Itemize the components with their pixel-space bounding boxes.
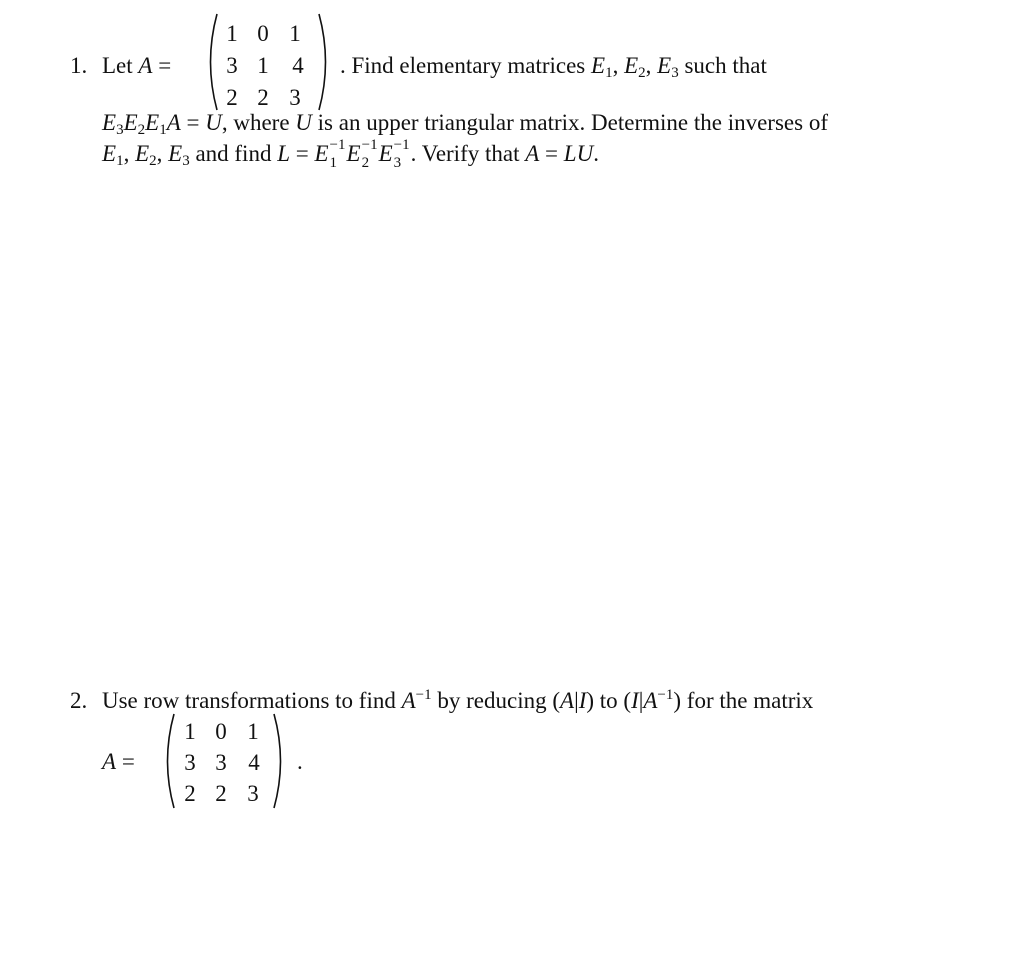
superscript: −1 <box>415 687 432 703</box>
e-symbol: E <box>624 53 639 78</box>
subscript: 3 <box>182 153 190 169</box>
left-paren-icon <box>157 712 177 810</box>
superscript: −1 <box>329 137 346 153</box>
e-symbol: E <box>314 141 329 166</box>
matrix-cell: 0 <box>215 719 227 744</box>
find-text: . Find elementary matrices <box>340 53 586 78</box>
e-symbol: E <box>135 141 150 166</box>
e-symbol: E <box>346 141 361 166</box>
subscript: 2 <box>638 65 646 81</box>
matrix-cell: 2 <box>215 781 227 806</box>
left-paren-icon <box>200 12 220 112</box>
e3e2e1a-equation-line <box>102 110 828 138</box>
subscript: 1 <box>329 155 338 171</box>
right-paren-icon <box>316 12 336 112</box>
u-symbol: U <box>295 110 312 135</box>
i-symbol: I <box>578 688 587 713</box>
upper-triangular-text: is an upper triangular matrix. Determine the inverses of <box>317 110 828 135</box>
a-symbol: A <box>643 688 658 713</box>
matrix-lhs <box>102 750 135 773</box>
comma: , <box>645 53 652 78</box>
e-symbol: E <box>657 53 672 78</box>
matrix-a-problem-2 <box>157 712 297 810</box>
subscript: 3 <box>116 122 124 138</box>
inverse-script <box>393 137 411 171</box>
u-symbol: U <box>205 110 222 135</box>
e-symbol: E <box>168 141 183 166</box>
where-text: , where <box>221 110 290 135</box>
matrix-cell: 1 <box>257 53 269 78</box>
matrix-cell: 2 <box>184 781 196 806</box>
subscript: 3 <box>671 65 679 81</box>
subscript: 1 <box>116 153 124 169</box>
e-symbol: E <box>145 110 160 135</box>
subscript: 2 <box>361 155 370 171</box>
l-symbol: L <box>277 141 290 166</box>
let-word: Let <box>102 53 133 78</box>
matrix-cell: 4 <box>248 750 260 775</box>
e-symbol: E <box>102 110 117 135</box>
matrix-cell: 1 <box>247 719 259 744</box>
use-row-text: Use row transformations to find <box>102 688 396 713</box>
matrix-cell: 3 <box>215 750 227 775</box>
matrix-cell: 2 <box>257 85 269 110</box>
matrix-cell: 2 <box>226 85 238 110</box>
subscript: 1 <box>159 122 167 138</box>
matrix-cell: 3 <box>226 53 238 78</box>
e-symbol: E <box>102 141 117 166</box>
for-the-matrix-text: ) for the matrix <box>673 688 814 713</box>
comma: , <box>612 53 619 78</box>
inverse-script <box>329 137 347 171</box>
matrix-cell: 1 <box>184 719 196 744</box>
a-symbol: A <box>525 141 540 166</box>
period: . <box>593 141 599 166</box>
inverses-line <box>102 137 599 171</box>
such-that-text: such that <box>684 53 767 78</box>
inverse-script <box>361 137 379 171</box>
and-find-text: and find <box>195 141 272 166</box>
by-reducing-text: by reducing ( <box>437 688 561 713</box>
bar: | <box>574 688 579 713</box>
comma: , <box>156 141 163 166</box>
a-symbol: A <box>560 688 575 713</box>
equals-sign: = <box>158 53 172 78</box>
problem-1-number: 1. <box>70 53 88 78</box>
subscript: 1 <box>605 65 613 81</box>
problem-1-let <box>102 54 171 77</box>
equals-sign: = <box>545 141 559 166</box>
a-symbol: A <box>102 749 117 774</box>
e-symbol: E <box>123 110 138 135</box>
verify-text: . Verify that <box>410 141 520 166</box>
equals-sign: = <box>295 141 309 166</box>
superscript: −1 <box>393 137 410 153</box>
lu-symbol: LU <box>563 141 594 166</box>
matrix-cell: 3 <box>247 781 259 806</box>
row-transformations-line <box>102 689 813 712</box>
subscript: 2 <box>149 153 157 169</box>
matrix-cell: 3 <box>184 750 196 775</box>
matrix-a-problem-1 <box>200 12 340 112</box>
equals-sign: = <box>121 749 135 774</box>
e-symbol: E <box>378 141 393 166</box>
to-text: ) to ( <box>586 688 632 713</box>
matrix-cell: 1 <box>226 21 238 46</box>
comma: , <box>123 141 130 166</box>
i-symbol: I <box>631 688 639 713</box>
subscript: 2 <box>137 122 146 138</box>
a-symbol: A <box>401 688 416 713</box>
matrix-period: . <box>297 749 303 774</box>
subscript: 3 <box>393 155 402 171</box>
a-symbol: A <box>166 110 181 135</box>
matrix-cell: 0 <box>257 21 269 46</box>
equals-sign: = <box>186 110 200 135</box>
right-paren-icon <box>271 712 291 810</box>
matrix-cell: 4 <box>292 53 304 78</box>
problem-2-number: 2. <box>70 688 88 713</box>
e-symbol: E <box>591 53 606 78</box>
matrix-cell: 3 <box>289 85 301 110</box>
bar: | <box>638 688 644 713</box>
superscript: −1 <box>657 687 674 703</box>
matrix-symbol-a: A <box>138 53 153 78</box>
matrix-cell: 1 <box>289 21 301 46</box>
superscript: −1 <box>361 137 378 153</box>
find-elementary-line <box>340 53 767 81</box>
